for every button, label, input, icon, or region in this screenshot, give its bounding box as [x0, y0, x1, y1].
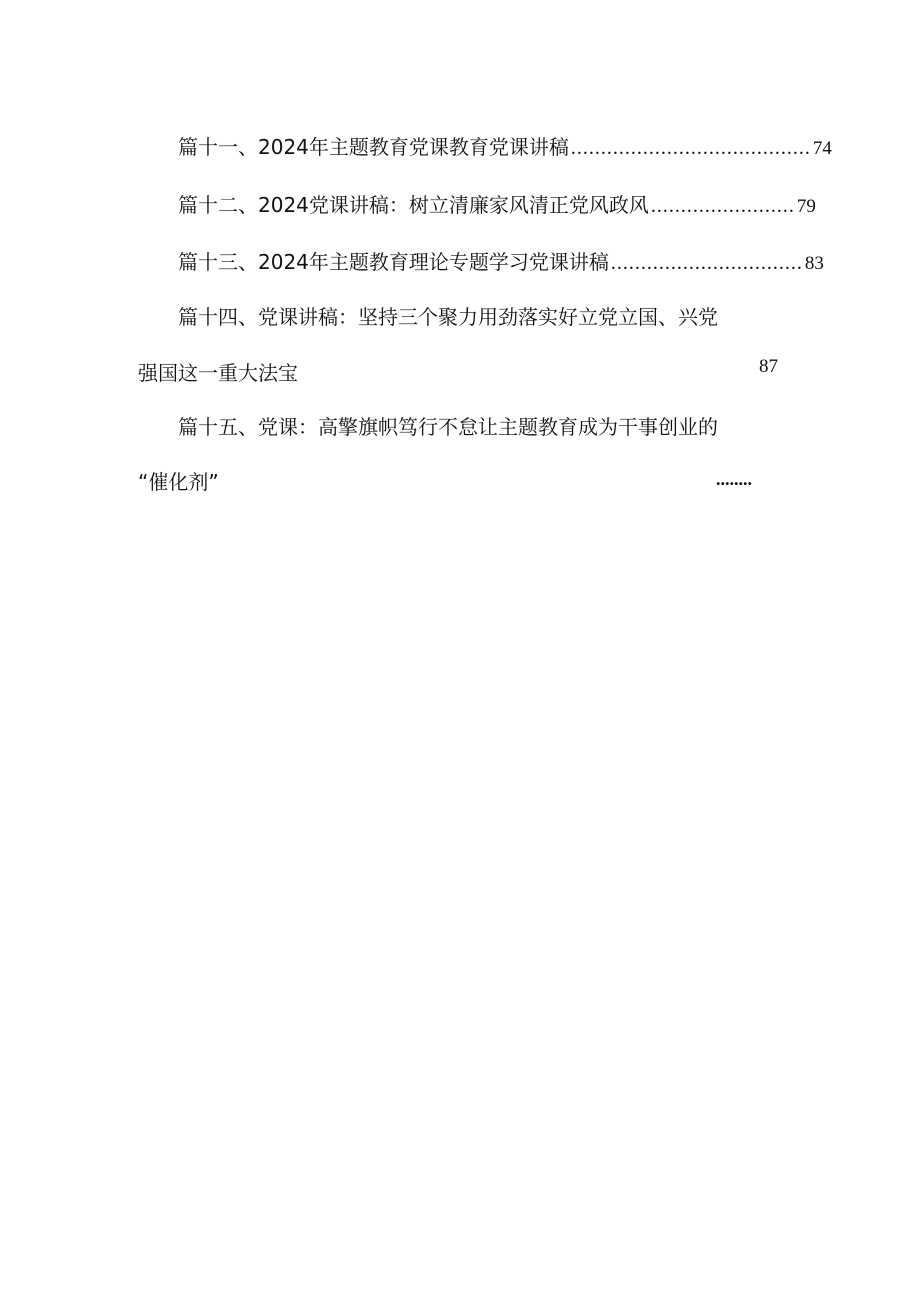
toc-entry-title: 篇十二、2024党课讲稿：树立清廉家风清正党风政风 — [178, 193, 649, 217]
toc-entry-15-line1[interactable]: 篇十五、党课：高擎旗帜笃行不怠让主题教育成为干事创业的 — [178, 415, 718, 439]
toc-dot-leader: ........................................ — [570, 137, 811, 159]
toc-dot-leader: ................................ — [610, 252, 803, 274]
toc-entry-13[interactable] — [178, 245, 824, 279]
toc-page-number: 79 — [796, 196, 816, 217]
toc-entry-15-line2[interactable]: “催化剂” — [138, 470, 219, 494]
toc-entry-title: 篇十三、2024年主题教育理论专题学习党课讲稿 — [178, 250, 609, 274]
toc-entry-title: 篇十一、2024年主题教育党课教育党课讲稿 — [178, 135, 569, 159]
toc-entry-14-line2[interactable]: 强国这一重大法宝 — [138, 361, 298, 385]
toc-dot-leader: ........ — [716, 469, 752, 489]
toc-dot-leader: ........................ — [650, 195, 795, 217]
toc-page-number: 87 — [759, 356, 778, 377]
toc-entry-11[interactable] — [178, 130, 832, 164]
toc-entry-12[interactable] — [178, 188, 816, 222]
toc-page-number: 74 — [812, 138, 832, 159]
toc-entry-14-line1[interactable]: 篇十四、党课讲稿：坚持三个聚力用劲落实好立党立国、兴党 — [178, 305, 718, 329]
toc-page-number: 83 — [804, 253, 824, 274]
